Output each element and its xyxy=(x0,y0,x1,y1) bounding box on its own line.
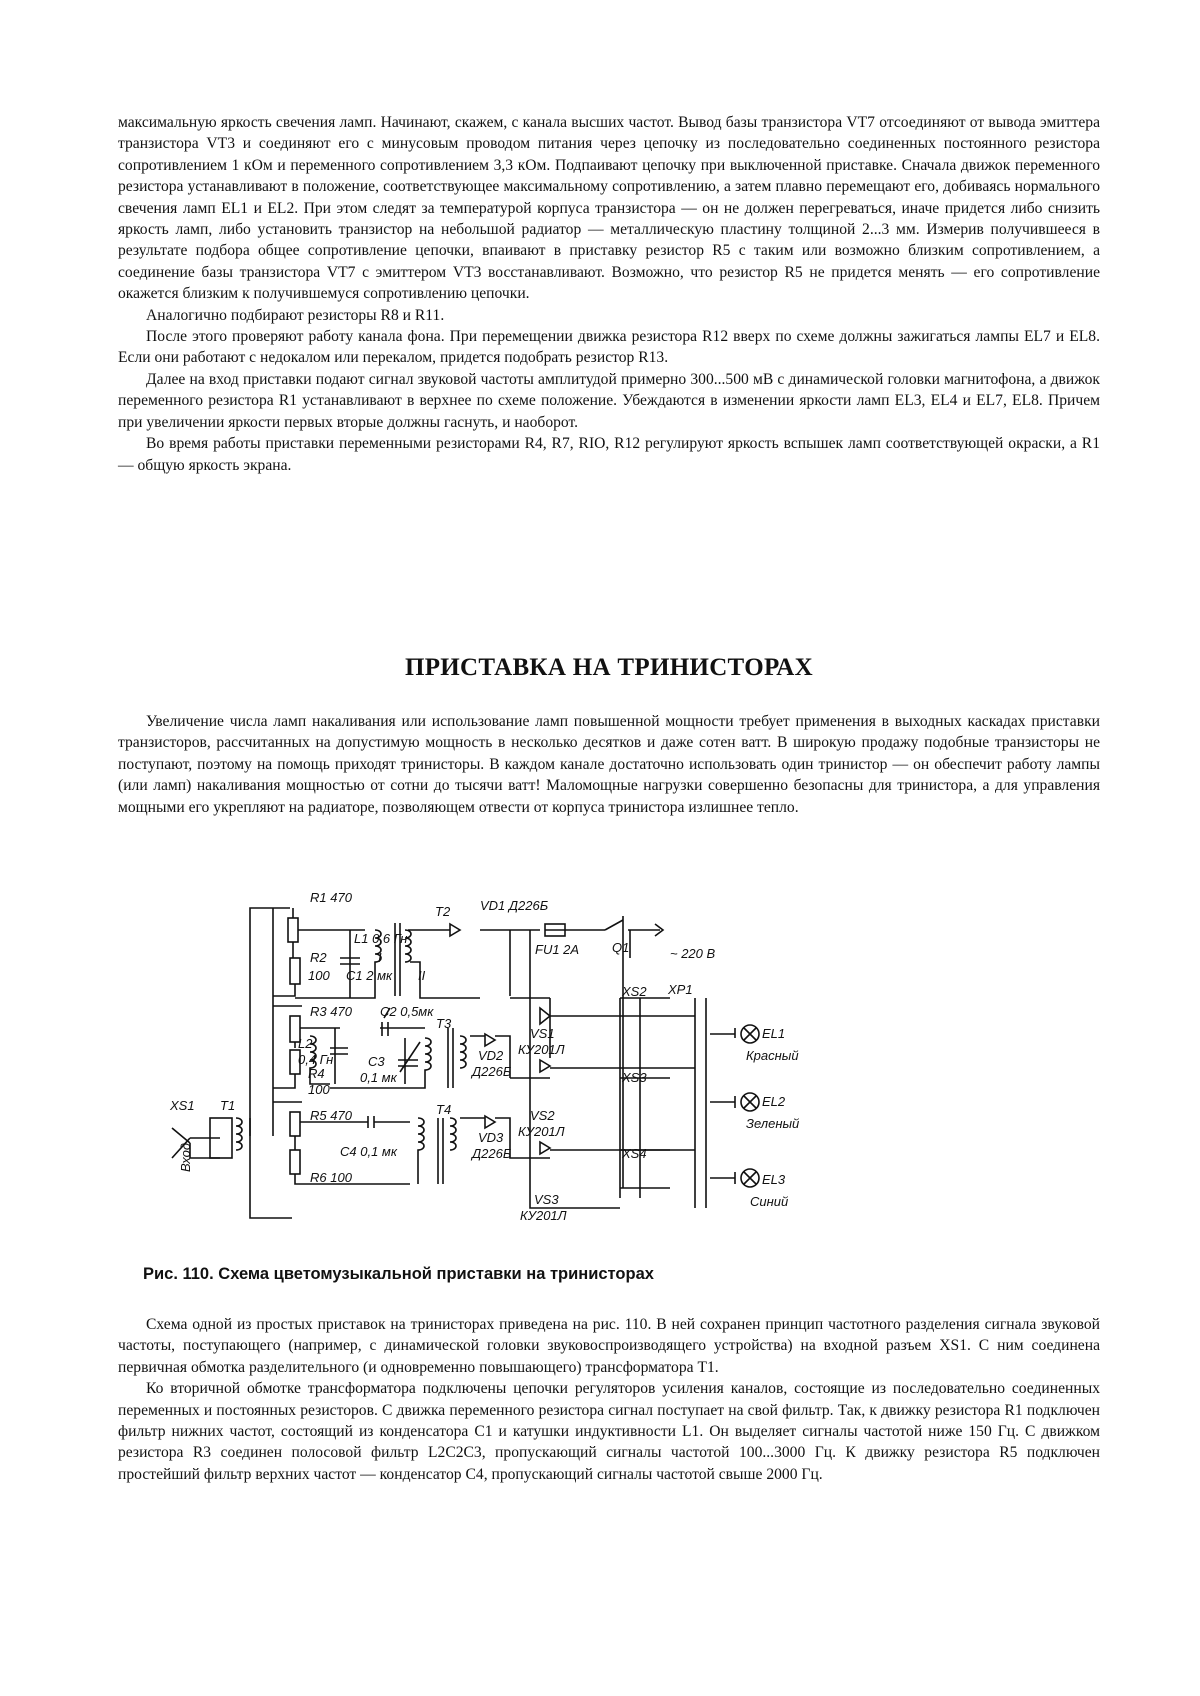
paragraph: Во время работы приставки переменными резисторами R4, R7, RIO, R12 регулируют яркость вспышек ламп соответствующей окраски, а R1 — общую яркость экрана. xyxy=(118,435,1100,474)
paragraph: Увеличение числа ламп накаливания или использование ламп повышенной мощности требует применения в выходных каскадах приставки транзисторов, рассчитанных на допустимую мощность в несколько десятков и даже сотен ватт. В широкую продажу подобные транзисторы не поступают, поэтому на помощь приходят тринисторы. В каждом канале достаточно использовать один тринистор — он обеспечит работу лампы (или ламп) накаливания мощностью от сотни до тысячи ватт! Маломощные нагрузки совершенно безопасны для тринистора, а для управления мощными его укрепляют на радиаторе, позволяющем отвести от корпуса тринистора излишнее тепло. xyxy=(118,713,1100,816)
label-fu1: FU1 2A xyxy=(535,942,580,957)
bottom-text xyxy=(118,1314,1100,1485)
label-l2: L2 xyxy=(298,1036,313,1051)
label-vs1: VS1 xyxy=(530,1026,555,1041)
label-r1: R1 470 xyxy=(310,890,352,905)
label-c1: C1 2 мк xyxy=(346,968,393,983)
paragraph: Аналогично подбирают резисторы R8 и R11. xyxy=(146,306,445,324)
section-text xyxy=(118,711,1100,818)
label-r2-value: 100 xyxy=(308,968,330,983)
label-q1: Q1 xyxy=(612,940,630,955)
label-vd2-type: Д226Б xyxy=(472,1064,512,1079)
label-vd1: VD1 Д226Б xyxy=(480,898,549,913)
top-text xyxy=(118,112,1100,476)
label-c3-value: 0,1 мк xyxy=(360,1070,397,1085)
label-vhod: Вход xyxy=(178,1142,193,1172)
label-r2: R2 xyxy=(310,950,327,965)
label-r4: R4 xyxy=(308,1066,325,1081)
label-l2-value: 0,4 Гн xyxy=(298,1052,334,1067)
label-vs2-type: КУ201Л xyxy=(518,1124,565,1139)
label-xs4: XS4 xyxy=(622,1146,647,1161)
label-el1: EL1 xyxy=(762,1026,786,1041)
label-c3: C3 xyxy=(368,1054,385,1069)
label-vs3: VS3 xyxy=(534,1192,559,1207)
label-el3-color: Синий xyxy=(750,1194,789,1209)
label-t4: T4 xyxy=(436,1102,452,1117)
label-el2: EL2 xyxy=(762,1094,786,1109)
label-r6: R6 100 xyxy=(310,1170,352,1185)
circuit-schematic xyxy=(150,888,840,1248)
label-t2: T2 xyxy=(435,904,451,919)
label-el2-color: Зеленый xyxy=(746,1116,800,1131)
label-xs1: XS1 xyxy=(170,1098,195,1113)
label-r4-value: 100 xyxy=(308,1082,330,1097)
label-r5: R5 470 xyxy=(310,1108,352,1123)
label-c2: C2 0,5мк xyxy=(380,1004,434,1019)
label-vd3: VD3 xyxy=(478,1130,504,1145)
label-xs3: XS3 xyxy=(622,1070,647,1085)
section-title: ПРИСТАВКА НА ТРИНИСТОРАХ xyxy=(404,654,814,681)
label-vs1-type: КУ201Л xyxy=(518,1042,565,1057)
label-vd3-type: Д226Б xyxy=(472,1146,512,1161)
label-c4: C4 0,1 мк xyxy=(340,1144,397,1159)
label-t1: T1 xyxy=(220,1098,236,1113)
paragraph: максимальную яркость свечения ламп. Начинают, скажем, с канала высших частот. Вывод базы транзистора VT7 отсоединяют от вывода эмиттера транзистора VT3 и соединяют его с минусовым проводом питания через цепочку из последовательно соединенных постоянного резистора сопротивлением 1 кОм и переменного сопротивлением 3,3 кОм. Подпаивают цепочку при выключенной приставке. Сначала движок переменного резистора устанавливают в положение, соответствующее максимальному сопротивлению, а затем плавно перемещают его, добиваясь нормального свечения ламп EL1 и EL2. При этом следят за температурой корпуса транзистора — он не должен перегреваться, иначе придется либо снизить яркость ламп, либо установить транзистор на небольшой радиатор — металлическую пластину толщиной 2...3 мм. Измерив получившееся в результате подбора общее сопротивление цепочки, впаивают в приставку резистор R5 с таким или возможно близким сопротивлением, а соединение базы транзистора VT7 с эмиттером VT3 восстанавливают. Возможно, что резистор R5 не придется менять — его сопротивление окажется близким к получившемуся сопротивлению цепочки. xyxy=(118,114,1100,303)
paragraph: Далее на вход приставки подают сигнал звуковой частоты амплитудой примерно 300...500 мВ с динамической головки магнитофона, а движок переменного резистора R1 устанавливают в верхнее по схеме положение. Убеждаются в изменении яркости ламп EL3, EL4 и EL7, EL8. Причем при увеличении яркости первых вторые должны гаснуть, и наоборот. xyxy=(118,370,1100,431)
label-mains: ~ 220 B xyxy=(670,946,716,961)
label-t3: T3 xyxy=(436,1016,452,1031)
label-el1-color: Красный xyxy=(746,1048,799,1063)
label-xs2: XS2 xyxy=(622,984,647,999)
label-vs3-type: КУ201Л xyxy=(520,1208,567,1223)
label-vs2: VS2 xyxy=(530,1108,555,1123)
label-coil-i: I xyxy=(378,950,382,965)
paragraph: Ко вторичной обмотке трансформатора подключены цепочки регуляторов усиления каналов, состоящие из последовательно соединенных переменных и постоянных резисторов. С движка переменного резистора сигнал поступает на свой фильтр. Так, к движку резистора R1 подключен фильтр нижних частот, состоящий из конденсатора C1 и катушки индуктивности L1. Он выделяет сигналы частотой ниже 150 Гц. С движком резистора R3 соединен полосовой фильтр L2C2C3, пропускающий сигналы частотой 100...3000 Гц. К движку резистора R5 подключен простейший фильтр верхних частот — конденсатор C4, пропускающий сигналы частотой свыше 2000 Гц. xyxy=(118,1380,1100,1483)
label-r3: R3 470 xyxy=(310,1004,352,1019)
paragraph: Схема одной из простых приставок на тринисторах приведена на рис. 110. В ней сохранен принцип частотного разделения сигнала звуковой частоты, поступающего (например, с динамической головки звуковоспроизводящего устройства) на входной разъем XS1. С ним соединена первичная обмотка разделительного (и одновременно повышающего) трансформатора T1. xyxy=(118,1316,1100,1376)
paragraph: После этого проверяют работу канала фона. При перемещении движка резистора R12 вверх по схеме должны зажигаться лампы EL7 и EL8. Если они работают с недокалом или перекалом, придется подобрать резистор R13. xyxy=(118,328,1100,367)
figure-caption: Рис. 110. Схема цветомузыкальной приставки на тринисторах xyxy=(143,1265,654,1283)
label-vd2: VD2 xyxy=(478,1048,504,1063)
label-xp1: XP1 xyxy=(668,982,693,997)
label-el3: EL3 xyxy=(762,1172,786,1187)
label-coil-ii: II xyxy=(418,968,426,983)
label-l1: L1 0,6 Гн xyxy=(354,931,408,946)
